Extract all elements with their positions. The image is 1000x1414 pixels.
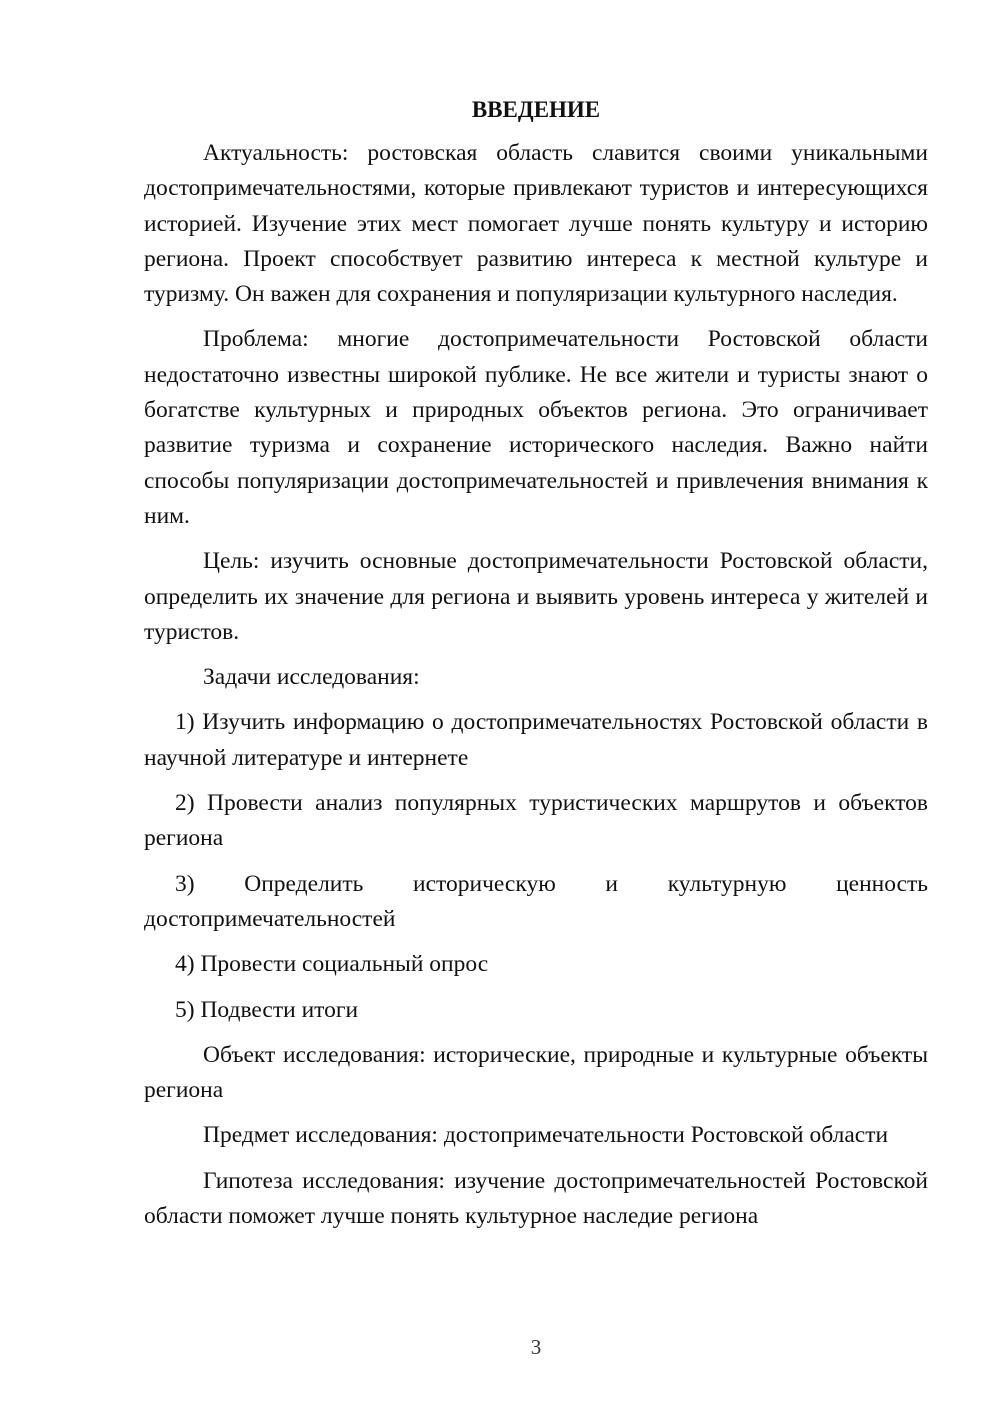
goal-paragraph: Цель: изучить основные достопримечательности Ростовской области, определить их значение для региона и выявить уровень интереса у жителей и туристов. bbox=[144, 548, 928, 645]
document-body bbox=[144, 92, 928, 1244]
task-item-3: 3) Определить историческую и культурную ценность достопримечательностей bbox=[144, 870, 928, 932]
page-title: ВВЕДЕНИЕ bbox=[471, 97, 601, 122]
page-number: 3 bbox=[530, 1335, 542, 1359]
task-item-2: 2) Провести анализ популярных туристических маршрутов и объектов региона bbox=[144, 790, 928, 852]
relevance-paragraph: Актуальность: ростовская область славится своими уникальными достопримечательностями, которые привлекают туристов и интересующихся историей. Изучение этих мест помогает лучше понять культуру и историю региона. Проект способствует развитию интереса к местной культуре и туризму. Он важен для сохранения и популяризации культурного наследия. bbox=[144, 140, 928, 308]
problem-paragraph: Проблема: многие достопримечательности Ростовской области недостаточно известны широкой публике. Не все жители и туристы знают о богатстве культурных и природных объектов региона. Это ограничивает развитие туризма и сохранение исторического наследия. Важно найти способы популяризации достопримечательностей и привлечения внимания к ним. bbox=[144, 326, 928, 529]
object-paragraph: Объект исследования: исторические, природные и культурные объекты региона bbox=[144, 1041, 928, 1104]
tasks-heading: Задачи исследования: bbox=[203, 664, 420, 691]
task-item-5: 5) Подвести итоги bbox=[175, 996, 359, 1023]
subject-paragraph: Предмет исследования: достопримечательности Ростовской области bbox=[203, 1122, 889, 1149]
hypothesis-paragraph: Гипотеза исследования: изучение достопримечательностей Ростовской области поможет лучше понять культурное наследие региона bbox=[144, 1167, 928, 1230]
task-item-4: 4) Провести социальный опрос bbox=[175, 951, 489, 978]
task-item-1: 1) Изучить информацию о достопримечательностях Ростовской области в научной литературе и интернете bbox=[144, 709, 928, 771]
